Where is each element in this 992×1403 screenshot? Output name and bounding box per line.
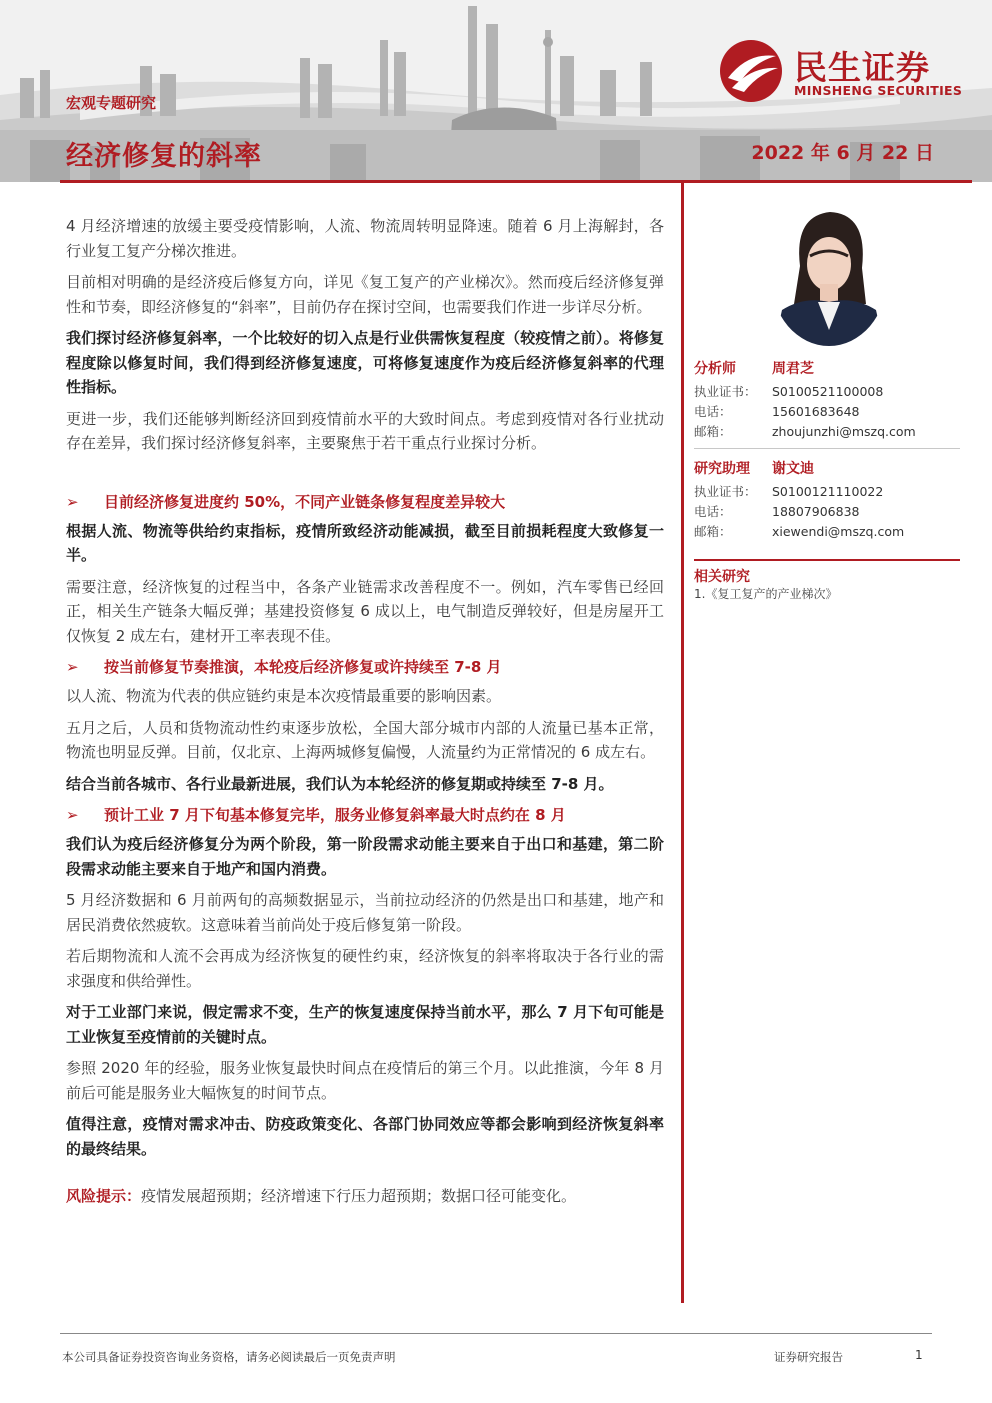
paragraph-bold: 我们探讨经济修复斜率，一个比较好的切入点是行业供需恢复程度（较疫情之前）。将修复程度除以修复时间，我们得到经济修复速度，可将修复速度作为疫后经济修复斜率的代理性指标。 xyxy=(66,329,664,396)
risk-note xyxy=(66,1184,664,1209)
header-divider xyxy=(60,180,972,183)
analyst-name: 周君芝 xyxy=(772,361,814,377)
section-heading-text: 预计工业 7 月下旬基本修复完毕，服务业修复斜率最大时点约在 8 月 xyxy=(104,806,566,824)
page-number: 1 xyxy=(915,1348,923,1362)
phone-label: 电话： xyxy=(694,404,732,419)
report-title: 经济修复的斜率 xyxy=(66,141,262,172)
phone-number: 18807906838 xyxy=(772,504,860,519)
paragraph-bold: 值得注意，疫情对需求冲击、防疫政策变化、各部门协同效应等都会影响到经济恢复斜率的最终结果。 xyxy=(66,1115,664,1158)
risk-text: 疫情发展超预期；经济增速下行压力超预期；数据口径可能变化。 xyxy=(141,1187,577,1205)
paragraph: 五月之后，人员和货物流动性约束逐步放松，全国大部分城市内部的人流量已基本正常，物流也明显反弹。目前，仅北京、上海两城修复偏慢，人流量约为正常情况的 6 成左右。 xyxy=(66,718,664,761)
risk-label: 风险提示： xyxy=(66,1187,142,1205)
paragraph: 5 月经济数据和 6 月前两旬的高频数据显示，当前拉动经济的仍然是出口和基建，地产和居民消费依然疲软。这意味着当前尚处于疫后修复第一阶段。 xyxy=(66,891,664,934)
section-heading-text: 目前经济修复进度约 50%，不同产业链条修复程度差异较大 xyxy=(104,492,506,511)
footer-divider xyxy=(60,1333,932,1334)
paragraph: 4 月经济增速的放缓主要受疫情影响，人流、物流周转明显降速。随着 6 月上海解封，各行业复工复产分梯次推进。 xyxy=(66,217,664,260)
footer-doc-type: 证券研究报告 xyxy=(774,1350,843,1364)
cert-label: 执业证书： xyxy=(694,484,757,499)
brand-logo xyxy=(718,36,968,106)
report-summary xyxy=(66,214,664,1216)
paragraph: 需要注意，经济恢复的过程当中，各条产业链需求改善程度不一。例如，汽车零售已经回正，相关生产链条大幅反弹；基建投资修复 6 成以上，电气制造反弹较好，但是房屋开工仅恢复 2 成左右，建材开工率表现不佳。 xyxy=(66,577,664,645)
report-category: 宏观专题研究 xyxy=(66,94,157,112)
paragraph: 以人流、物流为代表的供应链约束是本次疫情最重要的影响因素。 xyxy=(66,687,502,705)
email-label: 邮箱： xyxy=(694,524,732,539)
minsheng-logo-icon xyxy=(718,38,784,104)
section-heading xyxy=(66,656,664,678)
cert-number: S0100121110022 xyxy=(772,484,884,499)
analyst-photo xyxy=(770,206,888,346)
paragraph: 更进一步，我们还能够判断经济回到疫情前水平的大致时间点。考虑到疫情对各行业扰动存在差异，我们探讨经济修复斜率，主要聚焦于若干重点行业探讨分析。 xyxy=(66,409,664,452)
section-heading xyxy=(66,804,664,826)
column-divider xyxy=(681,183,684,1303)
arrow-bullet-icon: ➢ xyxy=(66,492,79,511)
arrow-bullet-icon: ➢ xyxy=(66,806,79,824)
cert-label: 执业证书： xyxy=(694,384,757,399)
phone-label: 电话： xyxy=(694,504,732,519)
paragraph: 目前相对明确的是经济疫后修复方向，详见《复工复产的产业梯次》。然而疫后经济修复弹性和节奏，即经济修复的“斜率”，目前仍存在探讨空间，也需要我们作进一步详尽分析。 xyxy=(66,273,664,316)
sidebar-divider-red xyxy=(694,559,960,561)
analyst-role: 分析师 xyxy=(694,361,736,377)
email-address[interactable]: zhoujunzhi@mszq.com xyxy=(772,424,916,439)
paragraph-bold: 对于工业部门来说，假定需求不变，生产的恢复速度保持当前水平，那么 7 月下旬可能是工业恢复至疫情前的关键时点。 xyxy=(66,1003,664,1046)
phone-number: 15601683648 xyxy=(772,404,860,419)
assistant-name: 谢文迪 xyxy=(772,461,814,477)
assistant-info xyxy=(694,458,960,542)
cert-number: S0100521100008 xyxy=(772,384,884,399)
brand-subname: MINSHENG SECURITIES xyxy=(794,83,963,98)
section-heading xyxy=(66,491,664,513)
paragraph: 若后期物流和人流不会再成为经济恢复的硬性约束，经济恢复的斜率将取决于各行业的需求强度和供给弹性。 xyxy=(66,947,664,990)
analyst-info xyxy=(694,358,960,442)
brand-name: 民生证券 xyxy=(794,48,930,87)
sidebar-divider xyxy=(694,448,960,449)
arrow-bullet-icon: ➢ xyxy=(66,658,79,676)
section-heading-text: 按当前修复节奏推演，本轮疫后经济修复或许持续至 7-8 月 xyxy=(104,658,502,676)
email-label: 邮箱： xyxy=(694,424,732,439)
related-research-title: 相关研究 xyxy=(694,569,750,585)
paragraph-bold: 结合当前各城市、各行业最新进展，我们认为本轮经济的修复期或持续至 7-8 月。 xyxy=(66,774,614,793)
paragraph: 参照 2020 年的经验，服务业恢复最快时间点在疫情后的第三个月。以此推演，今年 8 月前后可能是服务业大幅恢复的时间节点。 xyxy=(66,1059,664,1102)
email-address[interactable]: xiewendi@mszq.com xyxy=(772,524,905,539)
paragraph-bold: 根据人流、物流等供给约束指标，疫情所致经济动能减损，截至目前损耗程度大致修复一半。 xyxy=(66,521,664,564)
report-date: 2022 年 6 月 22 日 xyxy=(751,142,934,164)
related-research-item[interactable]: 1.《复工复产的产业梯次》 xyxy=(694,587,838,601)
footer-disclaimer: 本公司具备证券投资咨询业务资格，请务必阅读最后一页免责声明 xyxy=(62,1350,396,1364)
paragraph-bold: 我们认为疫后经济修复分为两个阶段，第一阶段需求动能主要来自于出口和基建，第二阶段需求动能主要来自于地产和国内消费。 xyxy=(66,835,664,878)
assistant-role: 研究助理 xyxy=(694,461,750,477)
